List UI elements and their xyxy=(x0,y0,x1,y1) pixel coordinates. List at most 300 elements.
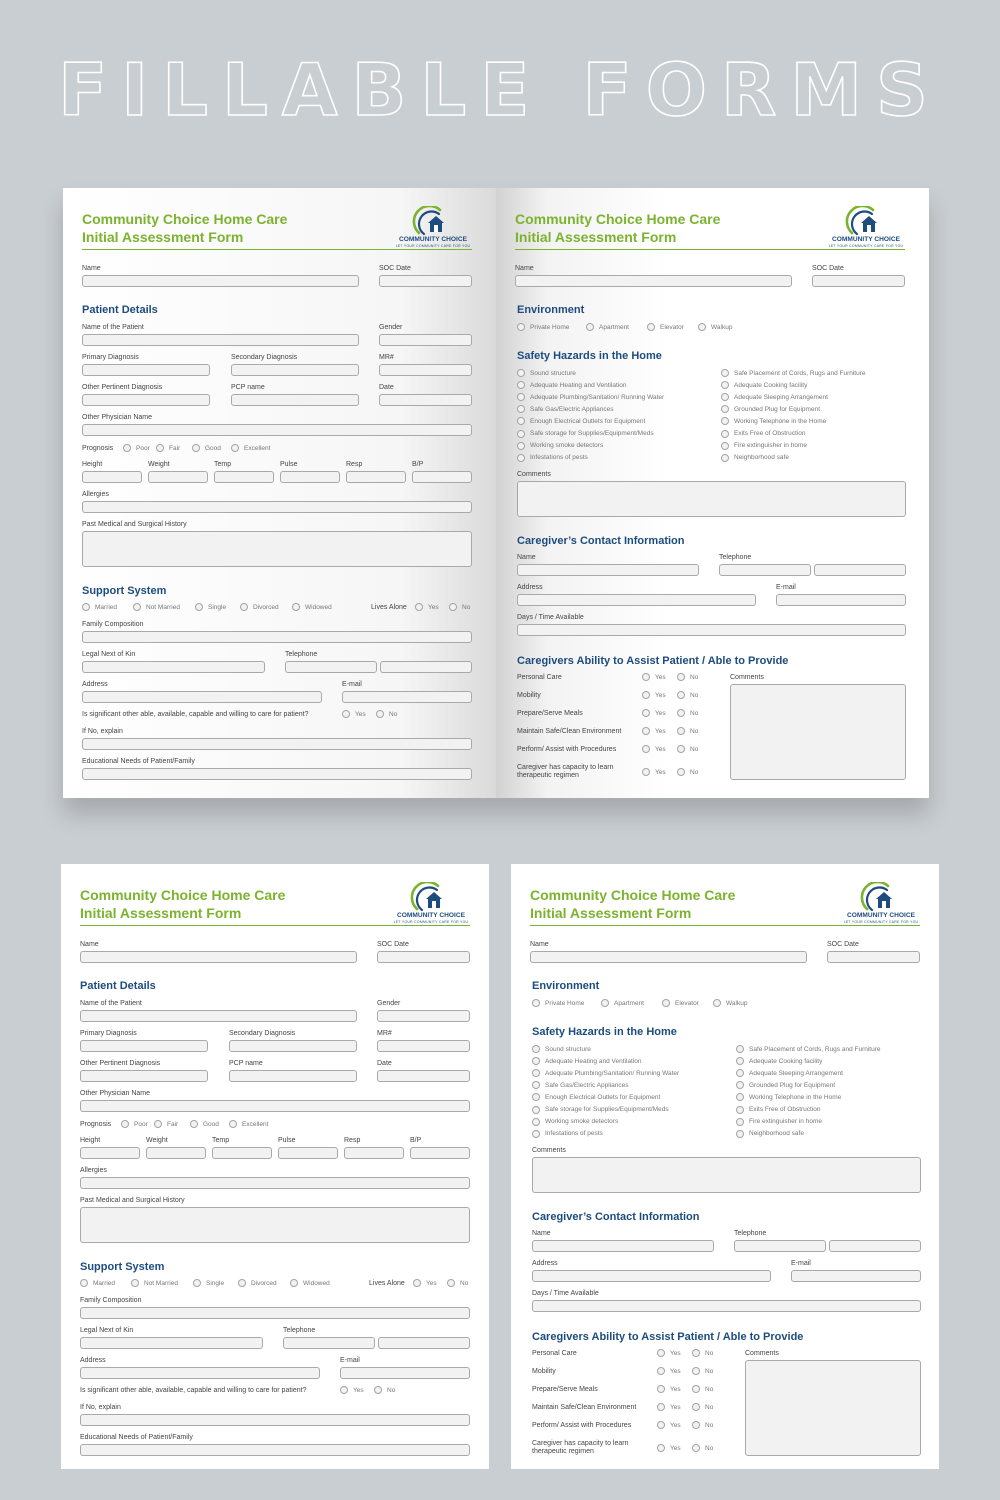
option-label: Yes xyxy=(655,691,666,699)
option-label: No xyxy=(690,727,699,735)
safety-hazard-item[interactable] xyxy=(532,1118,618,1126)
label-lives-alone: Lives Alone xyxy=(371,604,407,611)
pcp-name-field[interactable] xyxy=(229,1070,357,1082)
ability-yes[interactable] xyxy=(642,745,666,753)
label-other-pertinent-diagnosis: Other Pertinent Diagnosis xyxy=(82,384,163,391)
marital-status-option[interactable] xyxy=(82,603,117,611)
name-field[interactable] xyxy=(82,275,359,287)
radio-circle[interactable] xyxy=(586,323,594,331)
radio-circle[interactable] xyxy=(736,1045,744,1053)
option-label: Adequate Cooking facility xyxy=(749,1057,823,1065)
radio-circle[interactable] xyxy=(123,444,131,452)
pcp-name-field[interactable] xyxy=(231,394,359,406)
form-title-line1: Community Choice Home Care xyxy=(82,211,288,227)
legal-next-of-kin-field[interactable] xyxy=(80,1337,263,1349)
telephone-field-2[interactable] xyxy=(378,1337,470,1349)
significant-other-no[interactable] xyxy=(374,1386,395,1394)
radio-circle[interactable] xyxy=(642,673,650,681)
radio-circle[interactable] xyxy=(156,444,164,452)
option-label: Excellent xyxy=(242,1120,269,1128)
ability-no[interactable] xyxy=(677,673,698,681)
radio-circle[interactable] xyxy=(721,369,729,377)
ability-no[interactable] xyxy=(692,1349,713,1357)
safety-hazard-item[interactable] xyxy=(517,454,588,462)
radio-circle[interactable] xyxy=(677,768,685,776)
ability-yes[interactable] xyxy=(657,1421,681,1429)
label-family-composition: Family Composition xyxy=(80,1297,142,1304)
ability-no[interactable] xyxy=(677,691,698,699)
radio-circle[interactable] xyxy=(692,1385,700,1393)
name-of-patient-field[interactable] xyxy=(82,334,359,346)
environment-option[interactable] xyxy=(647,323,684,331)
label-other-pertinent-diagnosis: Other Pertinent Diagnosis xyxy=(80,1060,161,1067)
environment-option[interactable] xyxy=(713,999,747,1007)
safety-hazard-item[interactable] xyxy=(517,369,576,377)
prognosis-option[interactable] xyxy=(121,1120,148,1128)
radio-circle[interactable] xyxy=(532,1069,540,1077)
radio-circle[interactable] xyxy=(736,1081,744,1089)
caregiver-address-field[interactable] xyxy=(517,594,756,606)
soc-date-field[interactable] xyxy=(379,275,472,287)
radio-circle[interactable] xyxy=(721,442,729,450)
ability-no[interactable] xyxy=(692,1385,713,1393)
label-educational-needs: Educational Needs of Patient/Family xyxy=(80,1434,193,1441)
logo-wordmark: COMMUNITY CHOICE xyxy=(846,912,915,919)
prognosis-option[interactable] xyxy=(154,1120,178,1128)
caregiver-address-field[interactable] xyxy=(532,1270,771,1282)
radio-circle[interactable] xyxy=(657,1421,665,1429)
safety-hazard-item[interactable] xyxy=(721,454,789,462)
radio-circle[interactable] xyxy=(642,727,650,735)
ability-no[interactable] xyxy=(677,709,698,717)
significant-other-no[interactable] xyxy=(376,710,397,718)
radio-circle[interactable] xyxy=(195,603,203,611)
radio-circle[interactable] xyxy=(532,1130,540,1138)
radio-circle[interactable] xyxy=(517,381,525,389)
lives-alone-no[interactable] xyxy=(447,1279,468,1287)
radio-circle[interactable] xyxy=(82,603,90,611)
radio-circle[interactable] xyxy=(657,1444,665,1452)
radio-circle[interactable] xyxy=(662,999,670,1007)
radio-circle[interactable] xyxy=(721,393,729,401)
safety-hazard-item[interactable] xyxy=(736,1045,881,1053)
ability-yes[interactable] xyxy=(657,1403,681,1411)
caregiver-email-field[interactable] xyxy=(776,594,906,606)
environment-option[interactable] xyxy=(517,323,569,331)
radio-circle[interactable] xyxy=(736,1106,744,1114)
option-label: Working smoke detectors xyxy=(530,442,604,450)
radio-circle[interactable] xyxy=(736,1057,744,1065)
radio-circle[interactable] xyxy=(677,673,685,681)
vital-field[interactable] xyxy=(280,471,340,483)
radio-circle[interactable] xyxy=(231,444,239,452)
radio-circle[interactable] xyxy=(601,999,609,1007)
section-patient-details: Patient Details xyxy=(82,304,158,316)
ability-no[interactable] xyxy=(692,1367,713,1375)
ability-yes[interactable] xyxy=(642,691,666,699)
prognosis-option[interactable] xyxy=(123,444,150,452)
email-field[interactable] xyxy=(342,691,472,703)
telephone-field-1[interactable] xyxy=(283,1337,375,1349)
label-if-no-explain: If No, explain xyxy=(80,1404,121,1411)
radio-circle[interactable] xyxy=(657,1385,665,1393)
name-field[interactable] xyxy=(80,951,357,963)
caregiver-name-field[interactable] xyxy=(532,1240,714,1252)
option-label: No xyxy=(690,709,699,717)
label-vital: B/P xyxy=(410,1137,422,1144)
other-pertinent-diagnosis-field[interactable] xyxy=(82,394,210,406)
radio-circle[interactable] xyxy=(133,603,141,611)
safety-hazard-item[interactable] xyxy=(532,1106,669,1114)
ability-comments-field[interactable] xyxy=(730,684,906,780)
other-physician-name-field[interactable] xyxy=(82,424,472,436)
environment-option[interactable] xyxy=(586,323,629,331)
secondary-diagnosis-field[interactable] xyxy=(229,1040,357,1052)
safety-hazard-item[interactable] xyxy=(721,417,826,425)
gender-field[interactable] xyxy=(379,334,472,346)
vital-field[interactable] xyxy=(344,1147,404,1159)
primary-diagnosis-field[interactable] xyxy=(80,1040,208,1052)
mr-field[interactable] xyxy=(379,364,472,376)
safety-hazard-item[interactable] xyxy=(736,1069,843,1077)
radio-circle[interactable] xyxy=(692,1421,700,1429)
soc-date-field[interactable] xyxy=(812,275,905,287)
safety-hazard-item[interactable] xyxy=(721,405,820,413)
soc-date-field[interactable] xyxy=(377,951,470,963)
ability-no[interactable] xyxy=(677,727,698,735)
safety-hazard-item[interactable] xyxy=(532,1057,642,1065)
ability-no[interactable] xyxy=(692,1403,713,1411)
radio-circle[interactable] xyxy=(721,417,729,425)
label-secondary-diagnosis: Secondary Diagnosis xyxy=(231,354,298,361)
safety-hazard-item[interactable] xyxy=(517,393,664,401)
safety-hazard-item[interactable] xyxy=(736,1130,804,1138)
marital-status-option[interactable] xyxy=(195,603,226,611)
marital-status-option[interactable] xyxy=(131,1279,178,1287)
significant-other-yes[interactable] xyxy=(342,710,366,718)
option-label: Adequate Heating and Ventilation xyxy=(530,381,627,389)
name-of-patient-field[interactable] xyxy=(80,1010,357,1022)
radio-circle[interactable] xyxy=(193,1279,201,1287)
safety-hazard-item[interactable] xyxy=(517,417,645,425)
name-field[interactable] xyxy=(515,275,792,287)
safety-hazard-item[interactable] xyxy=(736,1093,841,1101)
radio-circle[interactable] xyxy=(517,393,525,401)
radio-circle[interactable] xyxy=(692,1349,700,1357)
prognosis-option[interactable] xyxy=(190,1120,219,1128)
radio-circle[interactable] xyxy=(192,444,200,452)
safety-hazard-item[interactable] xyxy=(721,442,807,450)
radio-circle[interactable] xyxy=(532,1081,540,1089)
option-label: Safe Gas/Electric Appliances xyxy=(530,405,614,413)
safety-hazard-item[interactable] xyxy=(721,369,866,377)
option-label: Safe Gas/Electric Appliances xyxy=(545,1081,629,1089)
radio-circle[interactable] xyxy=(532,1093,540,1101)
radio-circle[interactable] xyxy=(713,999,721,1007)
radio-circle[interactable] xyxy=(642,768,650,776)
radio-circle[interactable] xyxy=(342,710,350,718)
lives-alone-no[interactable] xyxy=(449,603,470,611)
safety-hazard-item[interactable] xyxy=(721,381,807,389)
radio-circle[interactable] xyxy=(692,1403,700,1411)
prognosis-option[interactable] xyxy=(192,444,221,452)
radio-circle[interactable] xyxy=(677,727,685,735)
house-logo-icon xyxy=(840,882,922,914)
section-caregiver-ability: Caregivers Ability to Assist Patient / Able to Provide xyxy=(517,655,789,667)
telephone-field-1[interactable] xyxy=(285,661,377,673)
radio-circle[interactable] xyxy=(532,1106,540,1114)
safety-hazard-item[interactable] xyxy=(736,1118,822,1126)
other-physician-name-field[interactable] xyxy=(80,1100,470,1112)
label-family-composition: Family Composition xyxy=(82,621,144,628)
vital-field[interactable] xyxy=(346,471,406,483)
environment-option[interactable] xyxy=(698,323,732,331)
ability-no[interactable] xyxy=(677,768,698,776)
radio-circle[interactable] xyxy=(290,1279,298,1287)
soc-date-label: SOC Date xyxy=(379,265,411,272)
marital-status-option[interactable] xyxy=(290,1279,330,1287)
ability-yes[interactable] xyxy=(657,1349,681,1357)
section-safety-hazards: Safety Hazards in the Home xyxy=(532,1026,677,1038)
radio-circle[interactable] xyxy=(517,369,525,377)
allergies-field[interactable] xyxy=(82,501,472,513)
environment-option[interactable] xyxy=(532,999,584,1007)
gender-field[interactable] xyxy=(377,1010,470,1022)
safety-hazard-item[interactable] xyxy=(721,430,806,438)
lives-alone-yes[interactable] xyxy=(415,603,439,611)
label-caregiver-telephone: Telephone xyxy=(719,554,752,561)
educational-needs-field[interactable] xyxy=(80,1444,470,1456)
ability-comments-field[interactable] xyxy=(745,1360,921,1456)
safety-hazard-item[interactable] xyxy=(532,1081,628,1089)
radio-circle[interactable] xyxy=(154,1120,162,1128)
logo-wordmark: COMMUNITY CHOICE xyxy=(398,236,467,243)
radio-circle[interactable] xyxy=(642,691,650,699)
caregiver-telephone-1[interactable] xyxy=(734,1240,826,1252)
legal-next-of-kin-field[interactable] xyxy=(82,661,265,673)
radio-circle[interactable] xyxy=(721,405,729,413)
radio-circle[interactable] xyxy=(240,603,248,611)
safety-hazard-item[interactable] xyxy=(517,430,654,438)
option-label: Yes xyxy=(353,1386,364,1394)
option-label: No xyxy=(460,1279,469,1287)
company-logo xyxy=(840,882,922,930)
vital-field[interactable] xyxy=(148,471,208,483)
open-booklet-spread xyxy=(63,188,929,798)
radio-circle[interactable] xyxy=(80,1279,88,1287)
vital-field[interactable] xyxy=(212,1147,272,1159)
if-no-explain-field[interactable] xyxy=(82,738,472,750)
safety-hazard-item[interactable] xyxy=(721,393,828,401)
name-field[interactable] xyxy=(530,951,807,963)
ability-yes[interactable] xyxy=(657,1385,681,1393)
radio-circle[interactable] xyxy=(532,999,540,1007)
safety-comments-field[interactable] xyxy=(517,481,906,517)
date-field[interactable] xyxy=(379,394,472,406)
caregiver-telephone-1[interactable] xyxy=(719,564,811,576)
safety-comments-field[interactable] xyxy=(532,1157,921,1193)
family-composition-field[interactable] xyxy=(80,1307,470,1319)
caregiver-telephone-2[interactable] xyxy=(814,564,906,576)
radio-circle[interactable] xyxy=(238,1279,246,1287)
label-email: E-mail xyxy=(342,681,362,688)
radio-circle[interactable] xyxy=(415,603,423,611)
label-vital: Weight xyxy=(146,1137,168,1144)
if-no-explain-field[interactable] xyxy=(80,1414,470,1426)
radio-circle[interactable] xyxy=(517,417,525,425)
option-label: Fair xyxy=(169,444,181,452)
radio-circle[interactable] xyxy=(447,1279,455,1287)
email-field[interactable] xyxy=(340,1367,470,1379)
option-label: Fire extinguisher in home xyxy=(749,1118,822,1126)
vital-field[interactable] xyxy=(410,1147,470,1159)
primary-diagnosis-field[interactable] xyxy=(82,364,210,376)
educational-needs-field[interactable] xyxy=(82,768,472,780)
caregiver-telephone-2[interactable] xyxy=(829,1240,921,1252)
ability-yes[interactable] xyxy=(642,727,666,735)
vital-field[interactable] xyxy=(412,471,472,483)
label-comments: Comments xyxy=(532,1147,566,1154)
radio-circle[interactable] xyxy=(647,323,655,331)
option-label: Single xyxy=(208,603,227,611)
option-label: Apartment xyxy=(614,999,644,1007)
secondary-diagnosis-field[interactable] xyxy=(231,364,359,376)
radio-circle[interactable] xyxy=(131,1279,139,1287)
ability-no[interactable] xyxy=(677,745,698,753)
prognosis-option[interactable] xyxy=(229,1120,268,1128)
radio-circle[interactable] xyxy=(229,1120,237,1128)
radio-circle[interactable] xyxy=(642,745,650,753)
marital-status-option[interactable] xyxy=(240,603,279,611)
radio-circle[interactable] xyxy=(449,603,457,611)
days-time-field[interactable] xyxy=(517,624,906,636)
radio-circle[interactable] xyxy=(413,1279,421,1287)
radio-circle[interactable] xyxy=(657,1403,665,1411)
radio-circle[interactable] xyxy=(736,1093,744,1101)
soc-date-label: SOC Date xyxy=(377,941,409,948)
radio-circle[interactable] xyxy=(517,405,525,413)
safety-hazard-item[interactable] xyxy=(517,442,603,450)
caregiver-name-field[interactable] xyxy=(517,564,699,576)
radio-circle[interactable] xyxy=(517,442,525,450)
radio-circle[interactable] xyxy=(657,1349,665,1357)
vital-field[interactable] xyxy=(278,1147,338,1159)
marital-status-option[interactable] xyxy=(133,603,180,611)
radio-circle[interactable] xyxy=(721,430,729,438)
radio-circle[interactable] xyxy=(532,1045,540,1053)
radio-circle[interactable] xyxy=(374,1386,382,1394)
ability-yes[interactable] xyxy=(642,673,666,681)
prognosis-option[interactable] xyxy=(231,444,270,452)
label-email: E-mail xyxy=(340,1357,360,1364)
prognosis-option[interactable] xyxy=(156,444,180,452)
safety-hazard-item[interactable] xyxy=(532,1093,660,1101)
radio-circle[interactable] xyxy=(721,454,729,462)
radio-circle[interactable] xyxy=(340,1386,348,1394)
radio-circle[interactable] xyxy=(721,381,729,389)
safety-hazard-item[interactable] xyxy=(517,381,627,389)
caregiver-email-field[interactable] xyxy=(791,1270,921,1282)
safety-hazard-item[interactable] xyxy=(736,1106,821,1114)
radio-circle[interactable] xyxy=(692,1367,700,1375)
soc-date-field[interactable] xyxy=(827,951,920,963)
radio-circle[interactable] xyxy=(517,430,525,438)
name-label: Name xyxy=(82,265,101,272)
ability-yes[interactable] xyxy=(657,1444,681,1452)
mr-field[interactable] xyxy=(377,1040,470,1052)
vital-field[interactable] xyxy=(82,471,142,483)
safety-hazard-item[interactable] xyxy=(532,1045,591,1053)
radio-circle[interactable] xyxy=(736,1130,744,1138)
vital-field[interactable] xyxy=(80,1147,140,1159)
vital-field[interactable] xyxy=(146,1147,206,1159)
radio-circle[interactable] xyxy=(736,1069,744,1077)
environment-option[interactable] xyxy=(601,999,644,1007)
past-history-field[interactable] xyxy=(82,531,472,567)
ability-yes[interactable] xyxy=(642,768,666,776)
option-label: Enough Electrical Outlets for Equipment xyxy=(530,417,646,425)
radio-circle[interactable] xyxy=(677,691,685,699)
ability-row-label: Mobility xyxy=(517,692,541,699)
safety-hazard-item[interactable] xyxy=(736,1081,835,1089)
section-patient-details: Patient Details xyxy=(80,980,156,992)
lives-alone-yes[interactable] xyxy=(413,1279,437,1287)
address-field[interactable] xyxy=(82,691,322,703)
marital-status-option[interactable] xyxy=(193,1279,224,1287)
radio-circle[interactable] xyxy=(677,709,685,717)
safety-hazard-item[interactable] xyxy=(532,1069,679,1077)
radio-circle[interactable] xyxy=(517,323,525,331)
past-history-field[interactable] xyxy=(80,1207,470,1243)
radio-circle[interactable] xyxy=(121,1120,129,1128)
radio-circle[interactable] xyxy=(292,603,300,611)
ability-yes[interactable] xyxy=(642,709,666,717)
marital-status-option[interactable] xyxy=(292,603,332,611)
ability-yes[interactable] xyxy=(657,1367,681,1375)
ability-no[interactable] xyxy=(692,1421,713,1429)
telephone-field-2[interactable] xyxy=(380,661,472,673)
section-support-system: Support System xyxy=(80,1261,165,1273)
radio-circle[interactable] xyxy=(677,745,685,753)
family-composition-field[interactable] xyxy=(82,631,472,643)
marital-status-option[interactable] xyxy=(80,1279,115,1287)
radio-circle[interactable] xyxy=(698,323,706,331)
radio-circle[interactable] xyxy=(532,1057,540,1065)
days-time-field[interactable] xyxy=(532,1300,921,1312)
safety-hazard-item[interactable] xyxy=(736,1057,822,1065)
safety-hazard-item[interactable] xyxy=(532,1130,603,1138)
radio-circle[interactable] xyxy=(517,454,525,462)
radio-circle[interactable] xyxy=(736,1118,744,1126)
radio-circle[interactable] xyxy=(190,1120,198,1128)
other-pertinent-diagnosis-field[interactable] xyxy=(80,1070,208,1082)
radio-circle[interactable] xyxy=(692,1444,700,1452)
option-label: Yes xyxy=(670,1403,681,1411)
allergies-field[interactable] xyxy=(80,1177,470,1189)
significant-other-yes[interactable] xyxy=(340,1386,364,1394)
marital-status-option[interactable] xyxy=(238,1279,277,1287)
environment-option[interactable] xyxy=(662,999,699,1007)
radio-circle[interactable] xyxy=(532,1118,540,1126)
radio-circle[interactable] xyxy=(376,710,384,718)
radio-circle[interactable] xyxy=(642,709,650,717)
address-field[interactable] xyxy=(80,1367,320,1379)
vital-field[interactable] xyxy=(214,471,274,483)
radio-circle[interactable] xyxy=(657,1367,665,1375)
date-field[interactable] xyxy=(377,1070,470,1082)
ability-no[interactable] xyxy=(692,1444,713,1452)
safety-hazard-item[interactable] xyxy=(517,405,613,413)
